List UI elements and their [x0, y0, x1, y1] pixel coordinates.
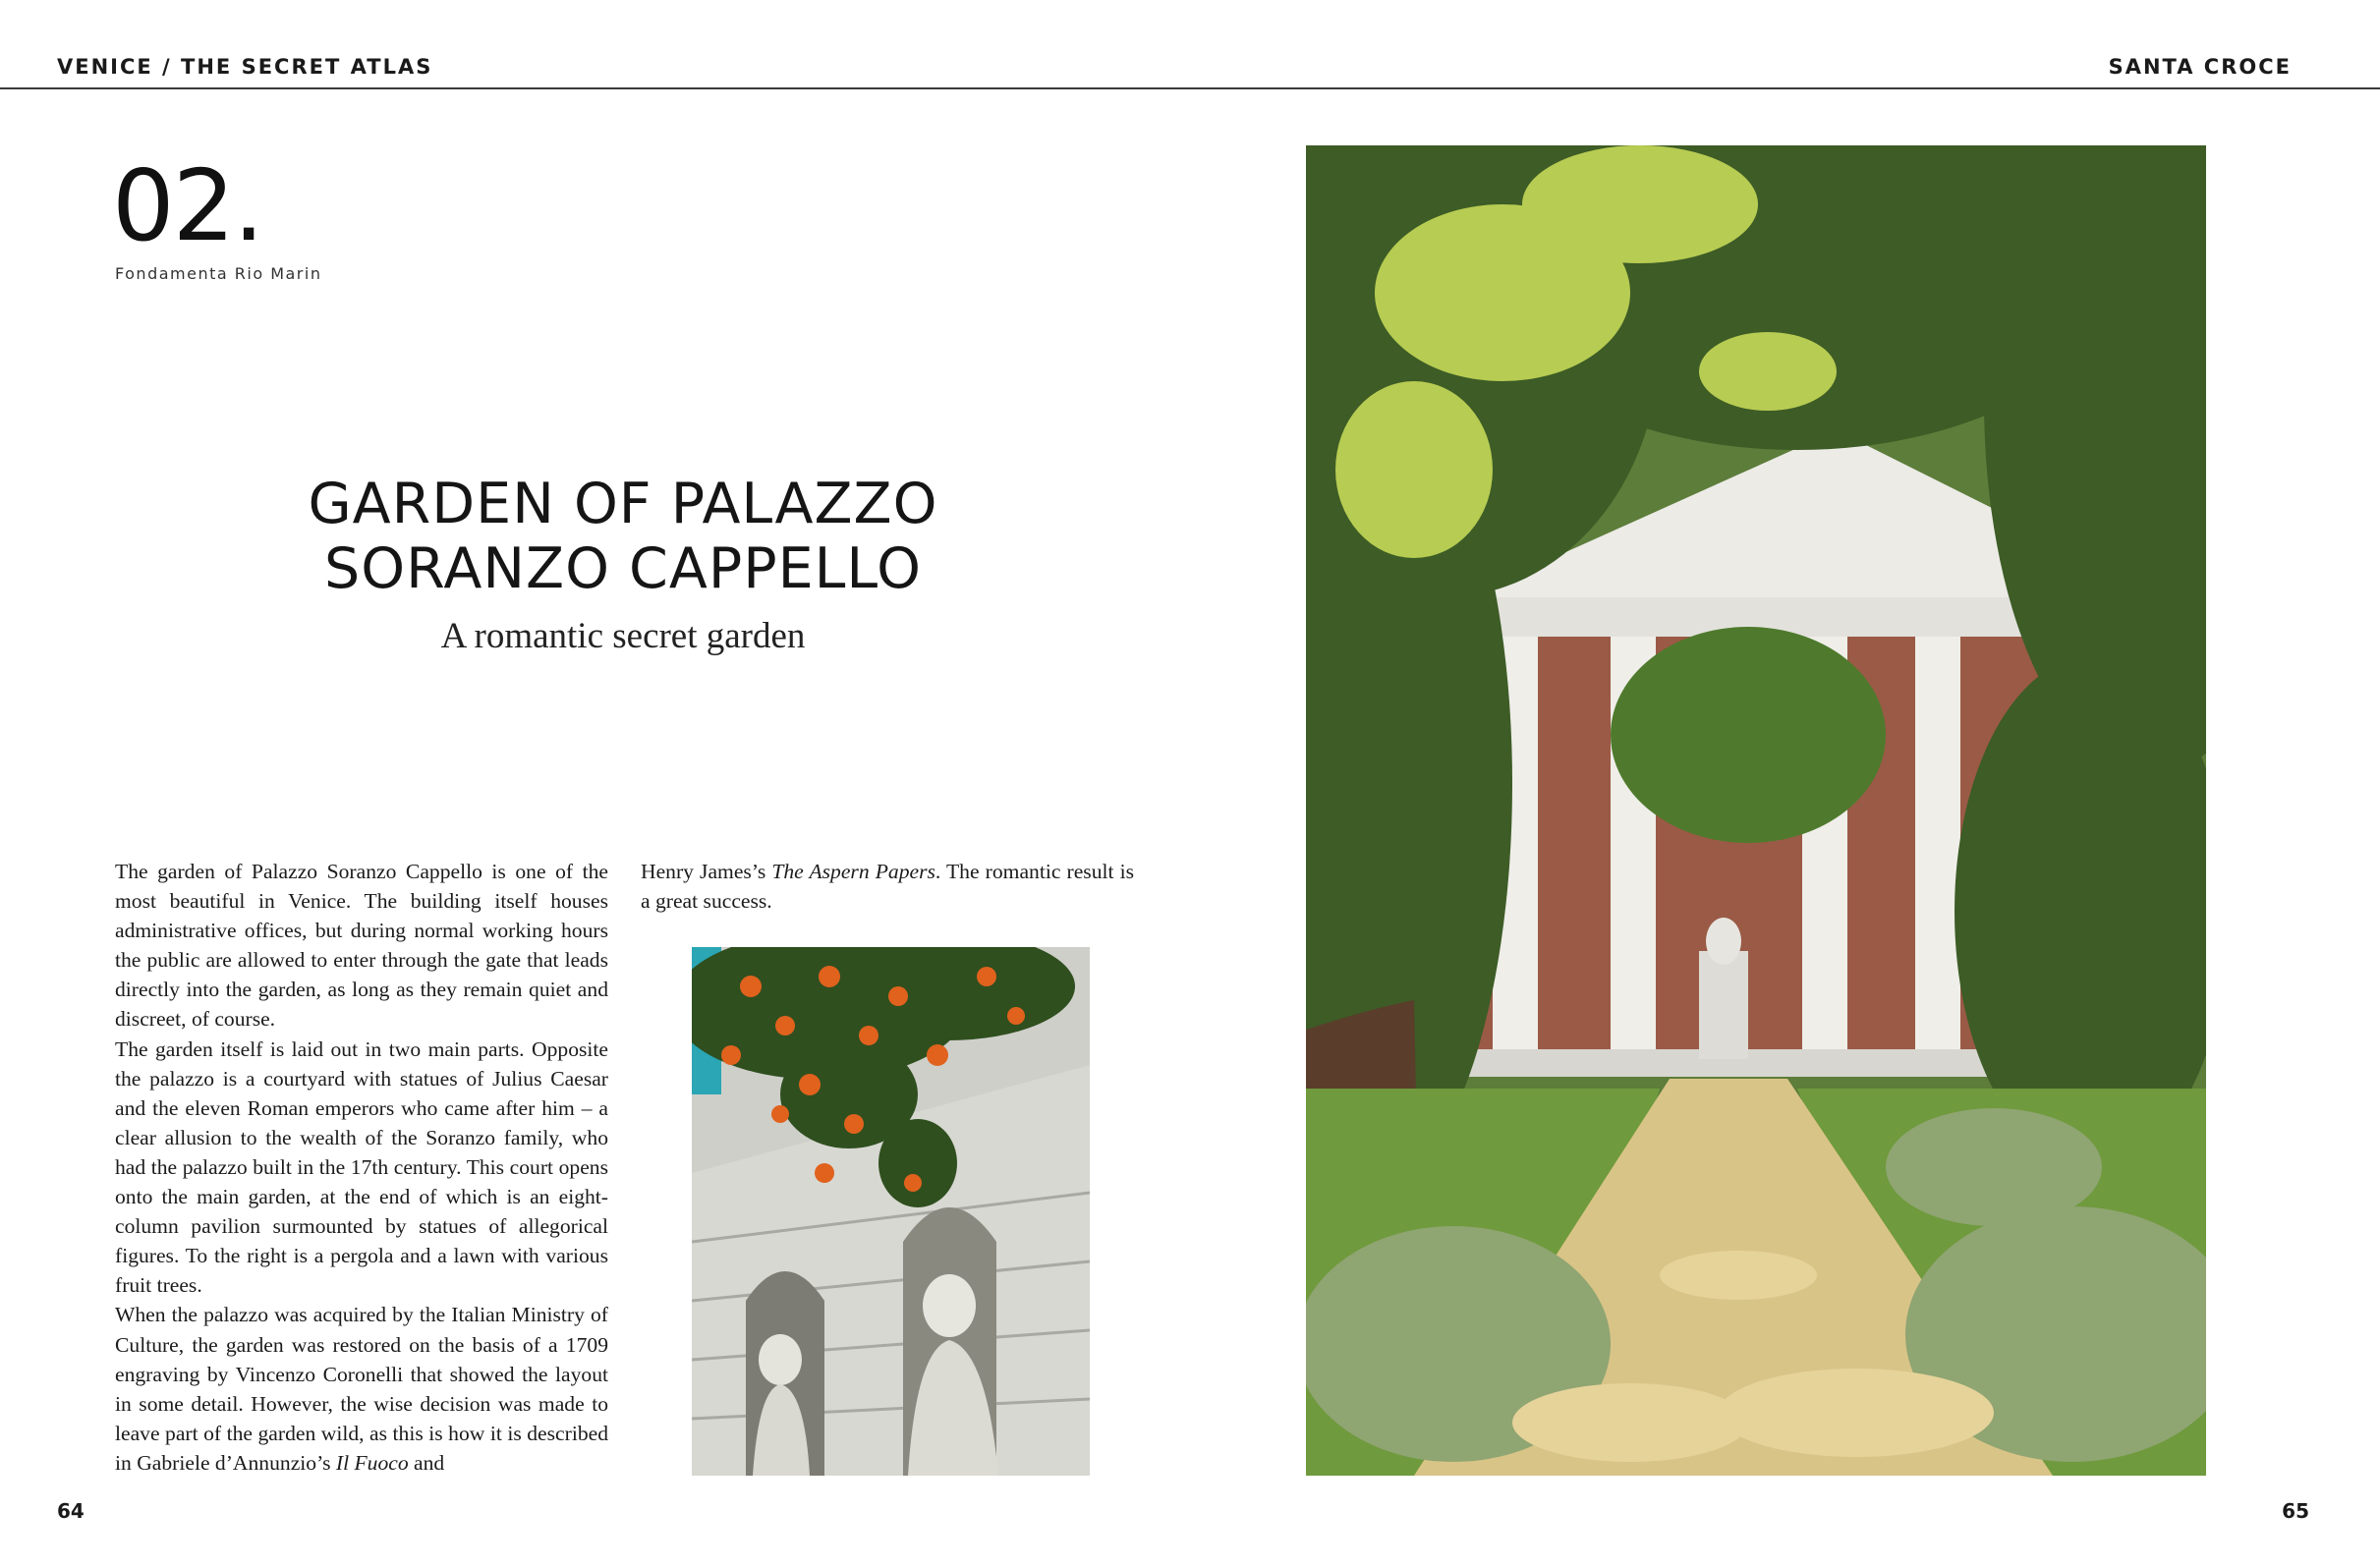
header-rule — [0, 87, 2380, 89]
title-block — [0, 472, 1246, 657]
entry-number: 02. — [112, 148, 263, 263]
body-text: and — [408, 1450, 445, 1475]
title-line-1: GARDEN OF PALAZZO — [308, 472, 938, 536]
page-number-left: 64 — [57, 1499, 85, 1523]
body-paragraph-4 — [641, 857, 1134, 916]
page-number-right: 65 — [2282, 1499, 2309, 1523]
body-paragraph-1: The garden of Palazzo Soranzo Cappello is one of the most beautiful in Venice. The building itself houses administrative offices, but during normal working hours the public are allowed to enter through the gate that leads directly into the garden, as long as they remain quiet and discreet, of course. — [115, 860, 608, 1032]
running-head-right: SANTA CROCE — [2108, 55, 2292, 79]
body-text: . The romantic result is a great success. — [641, 860, 1134, 914]
statues-niche-illustration — [692, 947, 1090, 1476]
subtitle: A romantic secret garden — [440, 616, 806, 656]
body-paragraph-2: The garden itself is laid out in two main parts. Opposite the palazzo is a courtyard with statues of Julius Caesar and the eleven Roman emperors who came after him – a clear allusion to the wealth of the Soranzo family, who had the palazzo built in the 17th century. This court opens onto the main garden, at the end of which is an eight-column pavilion surmounted by statues of allegorical figures. To the right is a pergola and a lawn with various fruit trees. — [115, 1036, 608, 1298]
running-head-left: VENICE / THE SECRET ATLAS — [57, 55, 433, 79]
title-line-2: SORANZO CAPPELLO — [324, 536, 922, 601]
body-column-right — [641, 857, 1134, 916]
entry-address: Fondamenta Rio Marin — [115, 264, 322, 283]
body-text: When the palazzo was acquired by the Italian Ministry of Culture, the garden was restored on the basis of a 1709 engraving by Vincenzo Coronelli that showed the layout in some detail. However, the wise decision was made to leave part of the garden wild, as this is how it is described in Gabriele d’Annunzio’s — [115, 1303, 608, 1475]
body-paragraph-3 — [115, 1300, 608, 1478]
garden-pavilion-illustration — [1306, 145, 2206, 1476]
book-title: Il Fuoco — [335, 1450, 409, 1475]
book-title: The Aspern Papers — [771, 860, 935, 883]
garden-pavilion-photo — [1306, 145, 2206, 1476]
body-text: Henry James’s — [641, 860, 772, 883]
body-column-left — [115, 857, 608, 1478]
statues-niche-photo — [692, 947, 1090, 1476]
